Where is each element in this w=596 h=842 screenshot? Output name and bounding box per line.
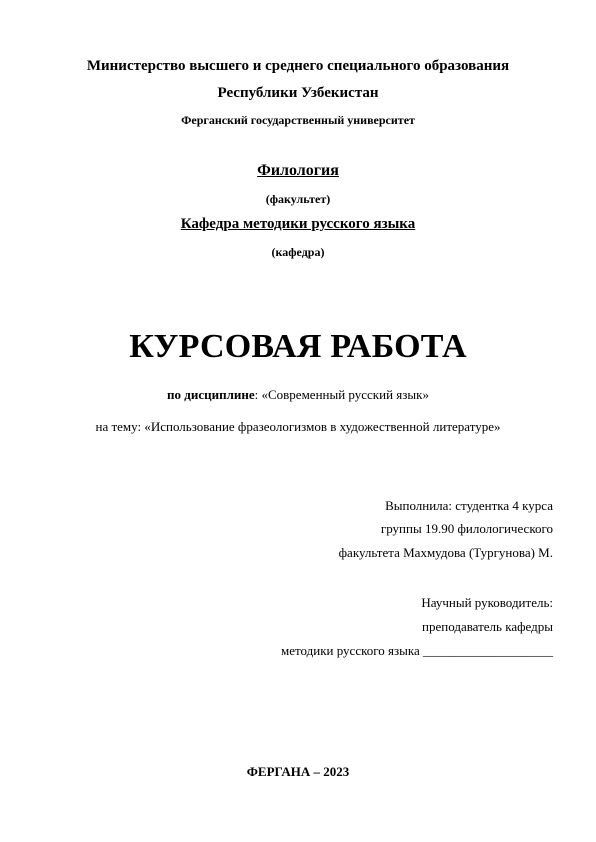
university-name: Ферганский государственный университет xyxy=(181,113,415,127)
author-line-2: группы 19.90 филологического xyxy=(380,521,553,536)
supervisor-line-1: Научный руководитель: xyxy=(421,595,553,610)
supervisor-line-2: преподаватель кафедры xyxy=(422,619,553,634)
ministry-line-2: Республики Узбекистан xyxy=(217,85,379,101)
discipline-separator: : xyxy=(254,387,262,402)
discipline-prefix: по дисциплине xyxy=(167,387,255,402)
discipline-line xyxy=(0,387,596,403)
discipline-value: «Современный русский язык» xyxy=(261,387,429,402)
department-label: (кафедра) xyxy=(271,245,325,259)
supervisor-line-3: методики русского языка ____________________ xyxy=(281,643,553,658)
department-name: Кафедра методики русского языка xyxy=(180,216,416,232)
author-line-3: факультета Махмудова (Тургунова) М. xyxy=(338,545,553,560)
ministry-line-1: Министерство высшего и среднего специального образования xyxy=(86,58,510,74)
author-line-1: Выполнила: студентка 4 курса xyxy=(385,498,553,513)
faculty-name: Филология xyxy=(257,162,339,179)
document-title: КУРСОВАЯ РАБОТА xyxy=(129,328,467,365)
faculty-label: (факультет) xyxy=(265,192,331,206)
city-year: ФЕРГАНА – 2023 xyxy=(246,764,350,779)
topic-line: на тему: «Использование фразеологизмов в художественной литературе» xyxy=(95,419,501,434)
